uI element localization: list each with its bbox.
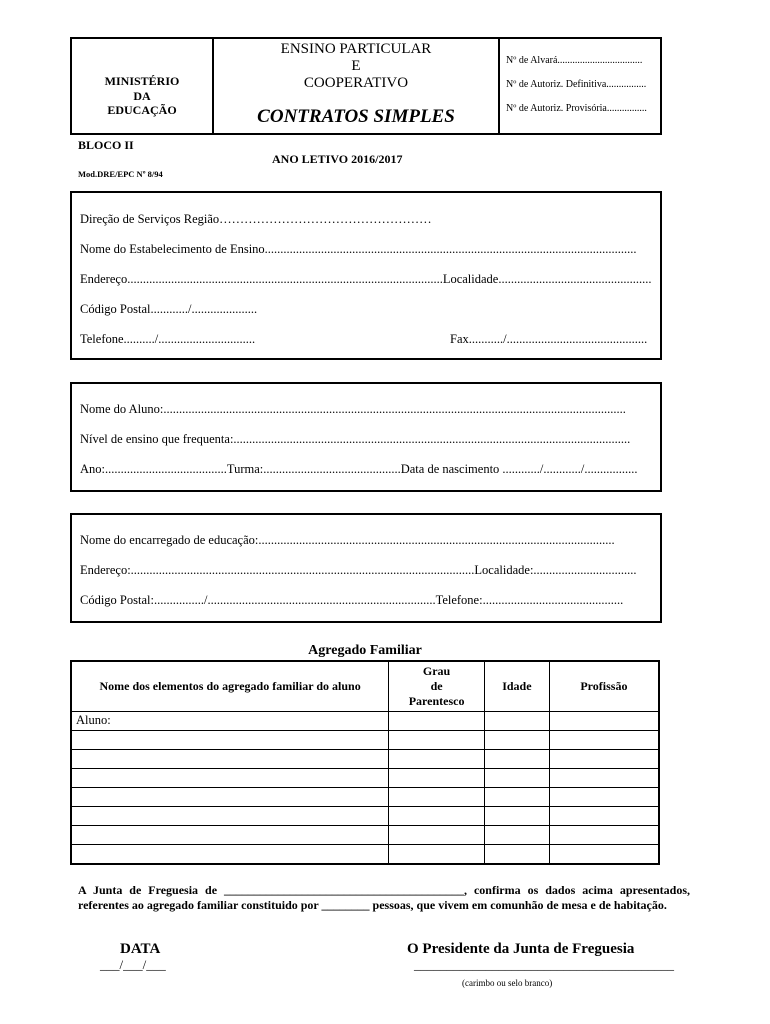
ensino-line: ENSINO PARTICULAR xyxy=(280,41,432,57)
col-grau-header xyxy=(389,661,485,711)
table-cell[interactable] xyxy=(389,730,485,749)
table-cell[interactable] xyxy=(71,730,389,749)
presidente-label: O Presidente da Junta de Freguesia xyxy=(407,941,635,957)
contract-title: CONTRATOS SIMPLES xyxy=(257,106,455,127)
table-cell[interactable] xyxy=(71,768,389,787)
col-profissao-header: Profissão xyxy=(549,661,659,711)
form-header xyxy=(70,37,662,135)
table-row xyxy=(71,768,659,787)
table-row xyxy=(71,825,659,844)
table-cell[interactable] xyxy=(549,749,659,768)
table-row xyxy=(71,730,659,749)
col-idade-header: Idade xyxy=(484,661,549,711)
table-cell[interactable] xyxy=(549,844,659,864)
grau-line: de xyxy=(430,678,443,693)
table-cell[interactable] xyxy=(389,844,485,864)
ensino-cell xyxy=(214,39,500,133)
school-codigo-postal-field[interactable]: Código Postal............/..................... xyxy=(80,302,258,316)
school-contact-row xyxy=(80,332,654,347)
table-cell[interactable] xyxy=(484,768,549,787)
aluno-row-label: Aluno: xyxy=(71,711,389,730)
table-row xyxy=(71,844,659,864)
table-cell[interactable] xyxy=(389,825,485,844)
aluno-nome-field[interactable]: Nome do Aluno:.................................................................................................................................................... xyxy=(80,402,626,416)
table-cell[interactable] xyxy=(549,711,659,730)
autoriz-provisoria-field[interactable]: Nº de Autoriz. Provisória................ xyxy=(506,103,647,114)
ministry-line: MINISTÉRIO xyxy=(104,74,180,88)
table-cell[interactable] xyxy=(549,787,659,806)
grau-line: Parentesco xyxy=(408,693,465,708)
col-nome-header: Nome dos elementos do agregado familiar do aluno xyxy=(71,661,389,711)
ministry-line: DA xyxy=(133,89,151,103)
table-cell[interactable] xyxy=(484,711,549,730)
table-row xyxy=(71,711,659,730)
ministry-cell xyxy=(72,39,214,133)
table-cell[interactable] xyxy=(484,844,549,864)
ano-turma-nascimento-field[interactable]: Ano:.......................................Turma:............................................Data de nascimento ............/............/................. xyxy=(80,462,638,476)
student-section xyxy=(70,382,662,492)
table-cell[interactable] xyxy=(71,749,389,768)
table-cell[interactable] xyxy=(549,768,659,787)
signature-line[interactable]: ________________________________________ xyxy=(414,957,674,972)
table-cell[interactable] xyxy=(549,806,659,825)
table-cell[interactable] xyxy=(389,806,485,825)
table-cell[interactable] xyxy=(549,730,659,749)
school-fax-field[interactable]: Fax.........../............................................. xyxy=(450,332,648,346)
table-cell[interactable] xyxy=(389,787,485,806)
table-cell[interactable] xyxy=(71,825,389,844)
table-cell[interactable] xyxy=(484,806,549,825)
ministry-line: EDUCAÇÃO xyxy=(107,103,177,117)
table-cell[interactable] xyxy=(389,749,485,768)
encarregado-codigo-telefone-field[interactable]: Código Postal:................/.........................................................................Telefone:............................................. xyxy=(80,593,624,607)
table-cell[interactable] xyxy=(71,806,389,825)
school-endereco-field[interactable]: Endereço.....................................................................................................Localidade................................................. xyxy=(80,272,652,286)
grau-line: Grau xyxy=(422,663,451,678)
table-cell[interactable] xyxy=(484,749,549,768)
table-cell[interactable] xyxy=(71,844,389,864)
junta-declaration: A Junta de Freguesia de ________________________________________, confirma os dados acima apresentados, referentes ao agregado familiar constituido por ________ pessoas, que vivem em comunhão de mesa e de habitação. xyxy=(78,883,690,912)
estabelecimento-field[interactable]: Nome do Estabelecimento de Ensino....................................................................................................................... xyxy=(80,242,637,256)
table-row xyxy=(71,787,659,806)
encarregado-nome-field[interactable]: Nome do encarregado de educação:.................................................................................................................. xyxy=(80,533,615,547)
encarregado-endereco-field[interactable]: Endereço:..............................................................................................................Localidade:................................. xyxy=(80,563,637,577)
alvara-field[interactable]: Nº de Alvará.................................. xyxy=(506,55,643,66)
table-cell[interactable] xyxy=(484,787,549,806)
agregado-table xyxy=(70,660,660,865)
table-header-row xyxy=(71,661,659,711)
table-cell[interactable] xyxy=(389,768,485,787)
bloco-label: BLOCO II xyxy=(78,138,134,152)
ensino-line: E xyxy=(351,58,361,74)
autoriz-definitiva-field[interactable]: Nº de Autoriz. Definitiva................ xyxy=(506,79,647,90)
table-cell[interactable] xyxy=(549,825,659,844)
carimbo-caption: (carimbo ou selo branco) xyxy=(462,978,553,988)
ano-letivo: ANO LETIVO 2016/2017 xyxy=(272,152,403,166)
table-cell[interactable] xyxy=(484,730,549,749)
direcao-field[interactable]: Direção de Serviços Região…………………………………………… xyxy=(80,212,432,226)
table-cell[interactable] xyxy=(389,711,485,730)
table-row xyxy=(71,806,659,825)
table-cell[interactable] xyxy=(71,787,389,806)
table-row xyxy=(71,749,659,768)
agregado-title: Agregado Familiar xyxy=(308,643,422,658)
license-cell xyxy=(500,39,660,133)
school-telefone-field[interactable]: Telefone........../............................... xyxy=(80,332,256,346)
guardian-section xyxy=(70,513,662,623)
table-cell[interactable] xyxy=(484,825,549,844)
ensino-line: COOPERATIVO xyxy=(303,75,409,91)
school-section xyxy=(70,191,662,360)
data-label: DATA xyxy=(120,941,161,957)
mod-reference: Mod.DRE/EPC Nº 8/94 xyxy=(78,169,163,179)
nivel-ensino-field[interactable]: Nível de ensino que frequenta:............................................................................................................................... xyxy=(80,432,631,446)
date-blank-field[interactable]: ___/___/___ xyxy=(100,957,166,972)
